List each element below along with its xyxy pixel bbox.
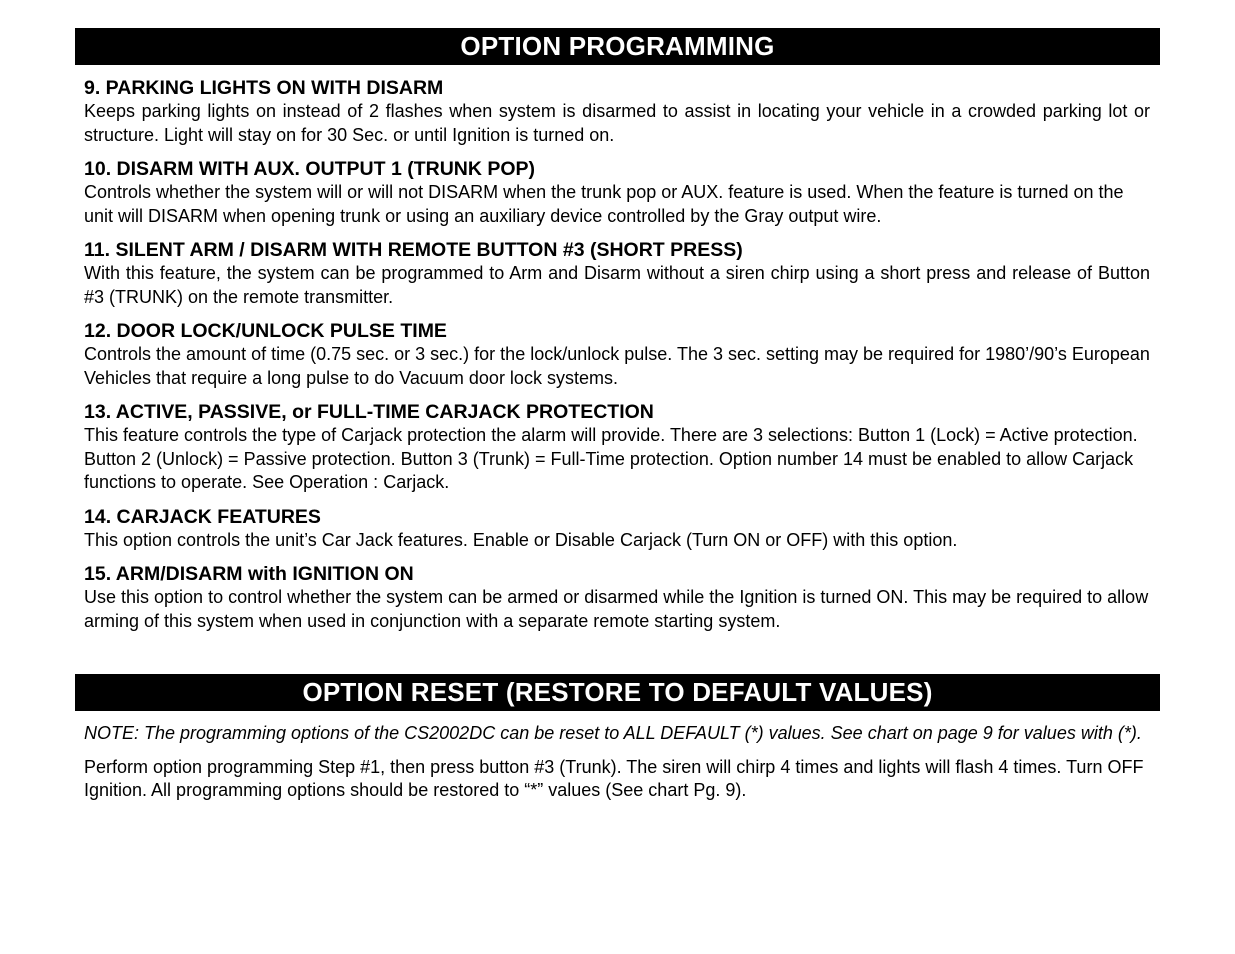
option-13	[84, 400, 1150, 495]
option-10	[84, 157, 1150, 228]
option-9	[84, 76, 1150, 147]
reset-instructions: Perform option programming Step #1, then press button #3 (Trunk). The siren will chirp 4 times and lights will flash 4 times. Turn OFF Ignition. All programming options should be restored to “*” values (See chart Pg. 9).	[84, 756, 1144, 800]
option-14	[84, 505, 1150, 553]
option-12-heading: 12. DOOR LOCK/UNLOCK PULSE TIME	[84, 320, 447, 342]
option-programming-banner: OPTION PROGRAMMING	[75, 28, 1160, 65]
option-9-heading: 9. PARKING LIGHTS ON WITH DISARM	[84, 77, 444, 99]
reset-note: NOTE: The programming options of the CS2002DC can be reset to ALL DEFAULT (*) values. See chart on page 9 for values with (*).	[84, 723, 1142, 743]
option-9-body: Keeps parking lights on instead of 2 flashes when system is disarmed to assist in locating your vehicle in a crowded parking lot or structure. Light will stay on for 30 Sec. or until Ignition is turned on.	[84, 101, 1150, 145]
option-11	[84, 238, 1150, 309]
option-15	[84, 562, 1150, 633]
option-10-body: Controls whether the system will or will not DISARM when the trunk pop or AUX. feature is used. When the feature is turned on the unit will DISARM when opening trunk or using an auxiliary device controlled by the Gray output wire.	[84, 182, 1124, 226]
option-13-body: This feature controls the type of Carjack protection the alarm will provide. There are 3 selections: Button 1 (Lock) = Active protection. Button 2 (Unlock) = Passive protection. Button 3 (Trunk) = Full-Time protection. Option number 14 must be enabled to allow Carjack functions to operate. See Operation : Carjack.	[84, 425, 1138, 492]
option-15-body: Use this option to control whether the system can be armed or disarmed while the Ignition is turned ON. This may be required to allow arming of this system when used in conjunction with a separate remote starting system.	[84, 587, 1149, 631]
option-reset-section	[84, 722, 1150, 813]
option-12	[84, 319, 1150, 390]
option-11-body: With this feature, the system can be programmed to Arm and Disarm without a siren chirp using a short press and release of Button #3 (TRUNK) on the remote transmitter.	[84, 263, 1150, 307]
option-10-heading: 10. DISARM WITH AUX. OUTPUT 1 (TRUNK POP)	[84, 158, 536, 180]
option-11-heading: 11. SILENT ARM / DISARM WITH REMOTE BUTTON #3 (SHORT PRESS)	[84, 239, 743, 261]
option-13-heading: 13. ACTIVE, PASSIVE, or FULL-TIME CARJACK PROTECTION	[84, 401, 654, 423]
option-15-heading: 15. ARM/DISARM with IGNITION ON	[84, 563, 414, 585]
option-12-body: Controls the amount of time (0.75 sec. or 3 sec.) for the lock/unlock pulse. The 3 sec. setting may be required for 1980’/90’s European Vehicles that require a long pulse to do Vacuum door lock systems.	[84, 344, 1150, 388]
option-14-body: This option controls the unit’s Car Jack features. Enable or Disable Carjack (Turn ON or OFF) with this option.	[84, 529, 958, 550]
option-reset-banner: OPTION RESET (RESTORE TO DEFAULT VALUES)	[75, 674, 1160, 711]
option-sections	[84, 76, 1150, 643]
option-14-heading: 14. CARJACK FEATURES	[84, 505, 321, 528]
